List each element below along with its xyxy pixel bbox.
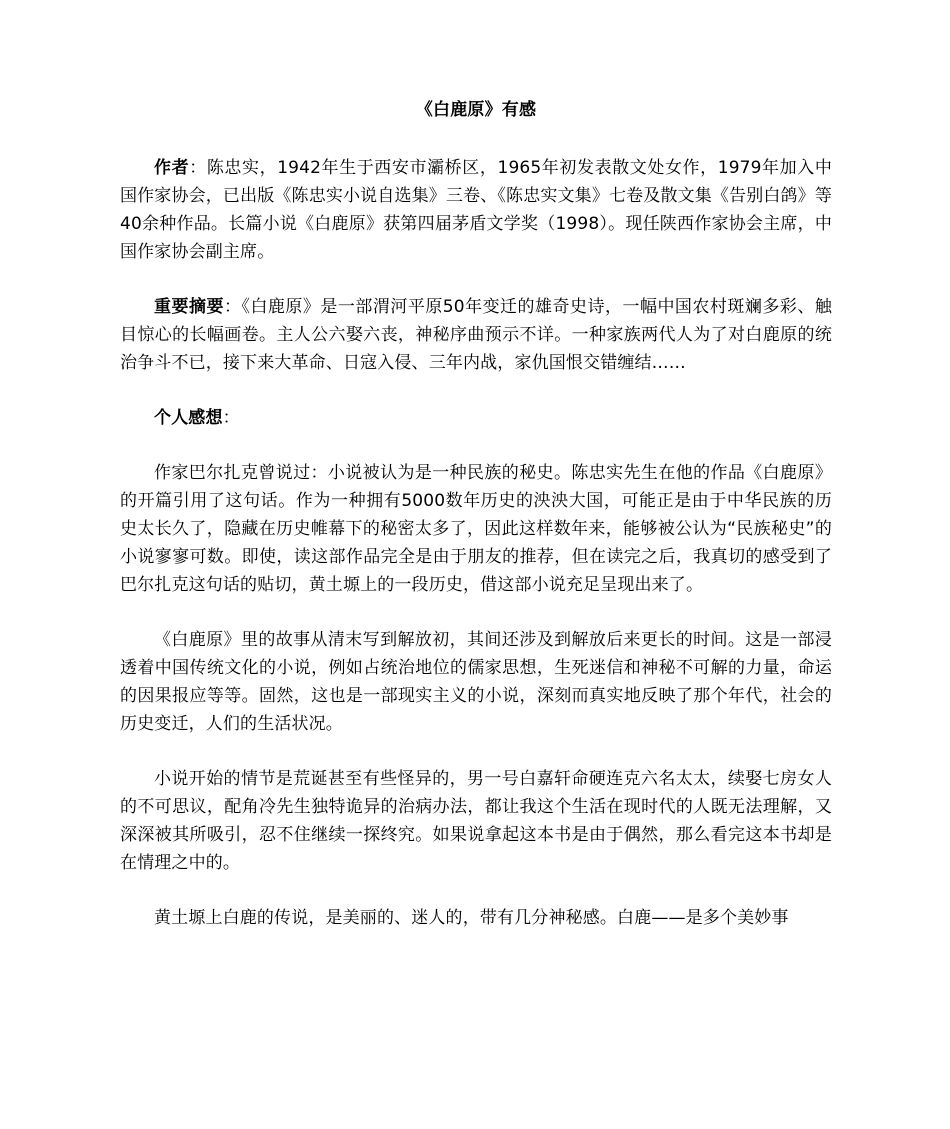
body-paragraph-1: 作家巴尔扎克曾说过：小说被认为是一种民族的秘史。陈忠实先生在他的作品《白鹿原》的开篇引用了这句话。作为一种拥有5000数年历史的泱泱大国，可能正是由于中华民族的历史太长久了，隐藏在历史帷幕下的秘密太多了，因此这样数年来，能够被公认为“民族秘史”的小说寥寥可数。即使，读这部作品完全是由于朋友的推荐，但在读完之后，我真切的感受到了巴尔扎克这句话的贴切，黄土塬上的一段历史，借这部小说充足呈现出来了。	[120, 463, 832, 595]
author-text: 陈忠实，1942年生于西安市灞桥区，1965年初发表散文处女作，1979年加入中国作家协会，已出版《陈忠实小说自选集》三卷、《陈忠实文集》七卷及散文集《告别白鸽》等40余种作品。长篇小说《白鹿原》获第四届茅盾文学奖（1998）。现任陕西作家协会主席，中国作家协会副主席。	[120, 158, 832, 262]
body-paragraph-4: 黄土塬上白鹿的传说，是美丽的、迷人的，带有几分神秘感。白鹿——是多个美妙事	[154, 908, 789, 928]
author-paragraph	[120, 154, 832, 266]
document-title: 《白鹿原》有感	[415, 100, 537, 120]
summary-paragraph	[120, 293, 832, 377]
author-label: 作者	[154, 158, 190, 178]
body-paragraph-2: 《白鹿原》里的故事从清末写到解放初，其间还涉及到解放后来更长的时间。这是一部浸透着中国传统文化的小说，例如占统治地位的儒家思想，生死迷信和神秘不可解的力量，命运的因果报应等等。固然，这也是一部现实主义的小说，深刻而真实地反映了那个年代，社会的历史变迁，人们的生活状况。	[120, 630, 832, 734]
thoughts-separator: ：	[222, 408, 240, 428]
thoughts-label: 个人感想	[154, 408, 223, 428]
summary-text: 《白鹿原》是一部渭河平原50年变迁的雄奇史诗，一幅中国农村斑斓多彩、触目惊心的长幅画卷。主人公六娶六丧，神秘序曲预示不详。一种家族两代人为了对白鹿原的统治争斗不已，接下来大革命、日寇入侵、三年内战，家仇国恨交错缠结……	[120, 297, 832, 373]
summary-separator: ：	[223, 297, 242, 317]
summary-label: 重要摘要	[154, 297, 224, 317]
body-paragraph-3: 小说开始的情节是荒诞甚至有些怪异的，男一号白嘉轩命硬连克六名太太，续娶七房女人的不可思议，配角冷先生独特诡异的治病办法，都让我这个生活在现时代的人既无法理解，又深深被其所吸引，忍不住继续一探终究。如果说拿起这本书是由于偶然，那么看完这本书却是在情理之中的。	[120, 769, 832, 873]
thoughts-heading	[120, 404, 832, 432]
document-page	[120, 96, 832, 959]
author-separator: ：	[189, 158, 207, 178]
